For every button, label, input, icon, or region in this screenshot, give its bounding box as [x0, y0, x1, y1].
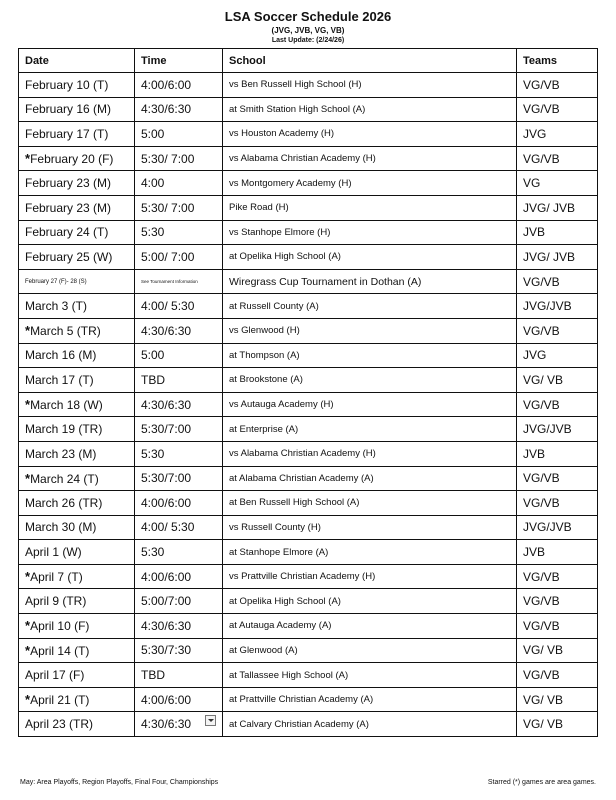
date-text: March 16 (M)	[25, 348, 97, 363]
time-text: 4:30/6:30	[141, 618, 192, 633]
date-text: February 23 (M)	[25, 176, 112, 191]
school-cell: at Ben Russell High School (A)	[223, 491, 517, 516]
time-text: 5:30/7:00	[141, 471, 192, 486]
teams-cell: JVG/JVB	[517, 294, 598, 319]
table-row	[19, 564, 598, 589]
teams-cell: JVG	[517, 122, 598, 147]
date-cell	[19, 343, 135, 368]
school-cell: Wiregrass Cup Tournament in Dothan (A)	[223, 269, 517, 294]
time-text: 4:00/ 5:30	[141, 520, 195, 535]
school-cell: vs Stanhope Elmore (H)	[223, 220, 517, 245]
table-row	[19, 368, 598, 393]
date-text: February 16 (M)	[25, 102, 112, 117]
date-cell	[19, 269, 135, 294]
table-row	[19, 417, 598, 442]
time-text: 5:30/7:30	[141, 643, 192, 658]
date-text: March 19 (TR)	[25, 422, 103, 437]
school-cell: at Smith Station High School (A)	[223, 97, 517, 122]
time-text: 5:00/7:00	[141, 594, 192, 609]
teams-cell: VG/VB	[517, 663, 598, 688]
table-row	[19, 614, 598, 639]
time-cell	[135, 663, 223, 688]
time-cell	[135, 712, 223, 737]
school-cell: at Opelika High School (A)	[223, 245, 517, 270]
time-text: 4:30/6:30	[141, 397, 192, 412]
time-text: 5:30/ 7:00	[141, 151, 195, 166]
table-row	[19, 73, 598, 98]
time-cell	[135, 687, 223, 712]
column-header-school: School	[223, 49, 517, 73]
date-cell	[19, 663, 135, 688]
date-text: March 5 (TR)	[30, 324, 101, 339]
school-cell: at Russell County (A)	[223, 294, 517, 319]
date-text: April 23 (TR)	[25, 717, 94, 732]
table-row	[19, 466, 598, 491]
date-text: February 20 (F)	[30, 152, 114, 167]
teams-cell: VG/VB	[517, 589, 598, 614]
time-cell	[135, 441, 223, 466]
time-text: 4:30/6:30	[141, 102, 192, 117]
school-cell: at Tallassee High School (A)	[223, 663, 517, 688]
school-cell: vs Ben Russell High School (H)	[223, 73, 517, 98]
time-cell	[135, 195, 223, 220]
table-row	[19, 195, 598, 220]
table-row	[19, 294, 598, 319]
area-game-star-icon: *	[25, 470, 31, 486]
table-row	[19, 97, 598, 122]
date-text: April 7 (T)	[30, 570, 83, 585]
date-cell	[19, 589, 135, 614]
time-text: 4:30/6:30	[141, 323, 192, 338]
teams-subtitle: (JVG, JVB, VG, VB)	[271, 26, 345, 35]
time-text: 5:30/7:00	[141, 422, 192, 437]
date-cell	[19, 73, 135, 98]
date-cell	[19, 97, 135, 122]
date-text: February 10 (T)	[25, 77, 109, 92]
date-text: February 23 (M)	[25, 200, 112, 215]
time-cell	[135, 220, 223, 245]
area-game-star-icon: *	[25, 151, 31, 167]
school-cell: Pike Road (H)	[223, 195, 517, 220]
time-cell	[135, 638, 223, 663]
date-cell	[19, 171, 135, 196]
date-cell	[19, 687, 135, 712]
school-cell: at Autauga Academy (A)	[223, 614, 517, 639]
table-row	[19, 712, 598, 737]
school-cell: at Alabama Christian Academy (A)	[223, 466, 517, 491]
time-cell	[135, 417, 223, 442]
school-cell: vs Alabama Christian Academy (H)	[223, 146, 517, 171]
time-cell	[135, 245, 223, 270]
teams-cell: VG/VB	[517, 466, 598, 491]
time-text: 5:30	[141, 225, 165, 240]
date-text: February 24 (T)	[25, 225, 109, 240]
school-cell: vs Prattville Christian Academy (H)	[223, 564, 517, 589]
date-text: March 30 (M)	[25, 520, 97, 535]
teams-cell: VG/ VB	[517, 712, 598, 737]
table-header-row	[19, 49, 598, 73]
area-game-star-icon: *	[25, 323, 31, 339]
date-text: March 18 (W)	[30, 398, 103, 413]
school-cell: at Prattville Christian Academy (A)	[223, 687, 517, 712]
teams-cell: JVB	[517, 441, 598, 466]
time-cell	[135, 122, 223, 147]
area-game-star-icon: *	[25, 397, 31, 413]
teams-cell: VG/ VB	[517, 687, 598, 712]
time-cell	[135, 146, 223, 171]
school-cell: vs Montgomery Academy (H)	[223, 171, 517, 196]
time-text: 4:00/ 5:30	[141, 299, 195, 314]
table-row	[19, 269, 598, 294]
time-cell	[135, 269, 223, 294]
school-cell: vs Glenwood (H)	[223, 318, 517, 343]
dropdown-arrow-icon[interactable]	[205, 715, 216, 726]
column-header-date: Date	[19, 49, 135, 73]
table-row	[19, 171, 598, 196]
time-text: TBD	[141, 668, 165, 683]
time-text: See Tournament Information	[141, 279, 198, 285]
school-cell: at Enterprise (A)	[223, 417, 517, 442]
teams-cell: VG/VB	[517, 269, 598, 294]
column-header-time: Time	[135, 49, 223, 73]
table-row	[19, 540, 598, 565]
date-cell	[19, 417, 135, 442]
table-row	[19, 687, 598, 712]
time-cell	[135, 318, 223, 343]
date-cell	[19, 318, 135, 343]
teams-cell: VG/VB	[517, 146, 598, 171]
time-cell	[135, 540, 223, 565]
time-text: 4:00/6:00	[141, 692, 192, 707]
date-cell	[19, 712, 135, 737]
time-text: 5:00	[141, 126, 165, 141]
teams-cell: JVG/JVB	[517, 515, 598, 540]
schedule-table	[18, 48, 598, 737]
date-cell	[19, 245, 135, 270]
date-text: March 17 (T)	[25, 372, 94, 387]
time-cell	[135, 466, 223, 491]
time-cell	[135, 171, 223, 196]
time-cell	[135, 368, 223, 393]
area-game-star-icon: *	[25, 618, 31, 634]
teams-cell: VG/ VB	[517, 368, 598, 393]
time-text: 4:00/6:00	[141, 495, 192, 510]
school-cell: at Thompson (A)	[223, 343, 517, 368]
teams-cell: VG/VB	[517, 392, 598, 417]
teams-cell: VG/ VB	[517, 638, 598, 663]
date-cell	[19, 441, 135, 466]
date-cell	[19, 195, 135, 220]
date-text: March 3 (T)	[25, 299, 88, 314]
table-row	[19, 638, 598, 663]
area-game-star-icon: *	[25, 642, 31, 658]
time-text: 4:00/6:00	[141, 77, 192, 92]
date-cell	[19, 294, 135, 319]
school-cell: at Glenwood (A)	[223, 638, 517, 663]
school-cell: vs Houston Academy (H)	[223, 122, 517, 147]
time-cell	[135, 97, 223, 122]
table-row	[19, 491, 598, 516]
date-text: March 23 (M)	[25, 446, 97, 461]
page-title: LSA Soccer Schedule 2026	[224, 9, 392, 24]
teams-cell: JVG/JVB	[517, 417, 598, 442]
date-cell	[19, 638, 135, 663]
date-text: March 26 (TR)	[25, 495, 103, 510]
schedule-rows	[19, 73, 598, 737]
time-cell	[135, 564, 223, 589]
teams-cell: JVB	[517, 540, 598, 565]
time-text: 4:00	[141, 176, 165, 191]
teams-cell: JVG/ JVB	[517, 195, 598, 220]
column-header-teams: Teams	[517, 49, 598, 73]
school-cell: at Opelika High School (A)	[223, 589, 517, 614]
time-cell	[135, 491, 223, 516]
time-text: 4:00/6:00	[141, 569, 192, 584]
time-text: 5:30	[141, 446, 165, 461]
table-row	[19, 515, 598, 540]
time-cell	[135, 515, 223, 540]
table-row	[19, 589, 598, 614]
time-cell	[135, 294, 223, 319]
time-text: 4:30/6:30	[141, 717, 192, 732]
teams-cell: VG/VB	[517, 318, 598, 343]
teams-cell: JVG	[517, 343, 598, 368]
date-text: April 21 (T)	[30, 693, 90, 708]
date-cell	[19, 515, 135, 540]
date-cell	[19, 491, 135, 516]
date-cell	[19, 146, 135, 171]
date-cell	[19, 392, 135, 417]
table-row	[19, 245, 598, 270]
date-cell	[19, 466, 135, 491]
time-cell	[135, 73, 223, 98]
school-cell: at Stanhope Elmore (A)	[223, 540, 517, 565]
date-cell	[19, 564, 135, 589]
time-text: 5:30	[141, 545, 165, 560]
school-cell: vs Russell County (H)	[223, 515, 517, 540]
date-text: February 17 (T)	[25, 126, 109, 141]
table-row	[19, 146, 598, 171]
date-text: April 1 (W)	[25, 545, 82, 560]
date-cell	[19, 122, 135, 147]
school-cell: vs Autauga Academy (H)	[223, 392, 517, 417]
footer-starred-note: Starred (*) games are area games.	[487, 779, 596, 786]
date-cell	[19, 540, 135, 565]
time-cell	[135, 589, 223, 614]
teams-cell: VG/VB	[517, 73, 598, 98]
date-cell	[19, 220, 135, 245]
area-game-star-icon: *	[25, 569, 31, 585]
date-text: April 10 (F)	[30, 619, 90, 634]
footer-playoffs-note: May: Area Playoffs, Region Playoffs, Final Four, Championships	[20, 779, 219, 786]
time-cell	[135, 343, 223, 368]
teams-cell: JVB	[517, 220, 598, 245]
school-cell: at Calvary Christian Academy (A)	[223, 712, 517, 737]
table-row	[19, 663, 598, 688]
table-row	[19, 343, 598, 368]
time-text: 5:00	[141, 348, 165, 363]
time-text: 5:30/ 7:00	[141, 200, 195, 215]
time-cell	[135, 614, 223, 639]
teams-cell: VG	[517, 171, 598, 196]
teams-cell: JVG/ JVB	[517, 245, 598, 270]
area-game-star-icon: *	[25, 692, 31, 708]
table-row	[19, 318, 598, 343]
date-cell	[19, 368, 135, 393]
table-row	[19, 220, 598, 245]
date-text: February 27 (F)- 28 (S)	[25, 278, 87, 285]
school-cell: at Brookstone (A)	[223, 368, 517, 393]
teams-cell: VG/VB	[517, 97, 598, 122]
date-text: April 9 (TR)	[25, 594, 87, 609]
last-update-text: Last Update: (2/24/26)	[271, 37, 345, 44]
date-cell	[19, 614, 135, 639]
date-text: April 17 (F)	[25, 668, 85, 683]
teams-cell: VG/VB	[517, 614, 598, 639]
table-row	[19, 122, 598, 147]
table-row	[19, 392, 598, 417]
teams-cell: VG/VB	[517, 491, 598, 516]
date-text: February 25 (W)	[25, 249, 113, 264]
time-text: TBD	[141, 372, 165, 387]
date-text: April 14 (T)	[30, 643, 90, 658]
time-cell	[135, 392, 223, 417]
teams-cell: VG/VB	[517, 564, 598, 589]
table-row	[19, 441, 598, 466]
date-text: March 24 (T)	[30, 471, 99, 486]
time-text: 5:00/ 7:00	[141, 249, 195, 264]
school-cell: vs Alabama Christian Academy (H)	[223, 441, 517, 466]
